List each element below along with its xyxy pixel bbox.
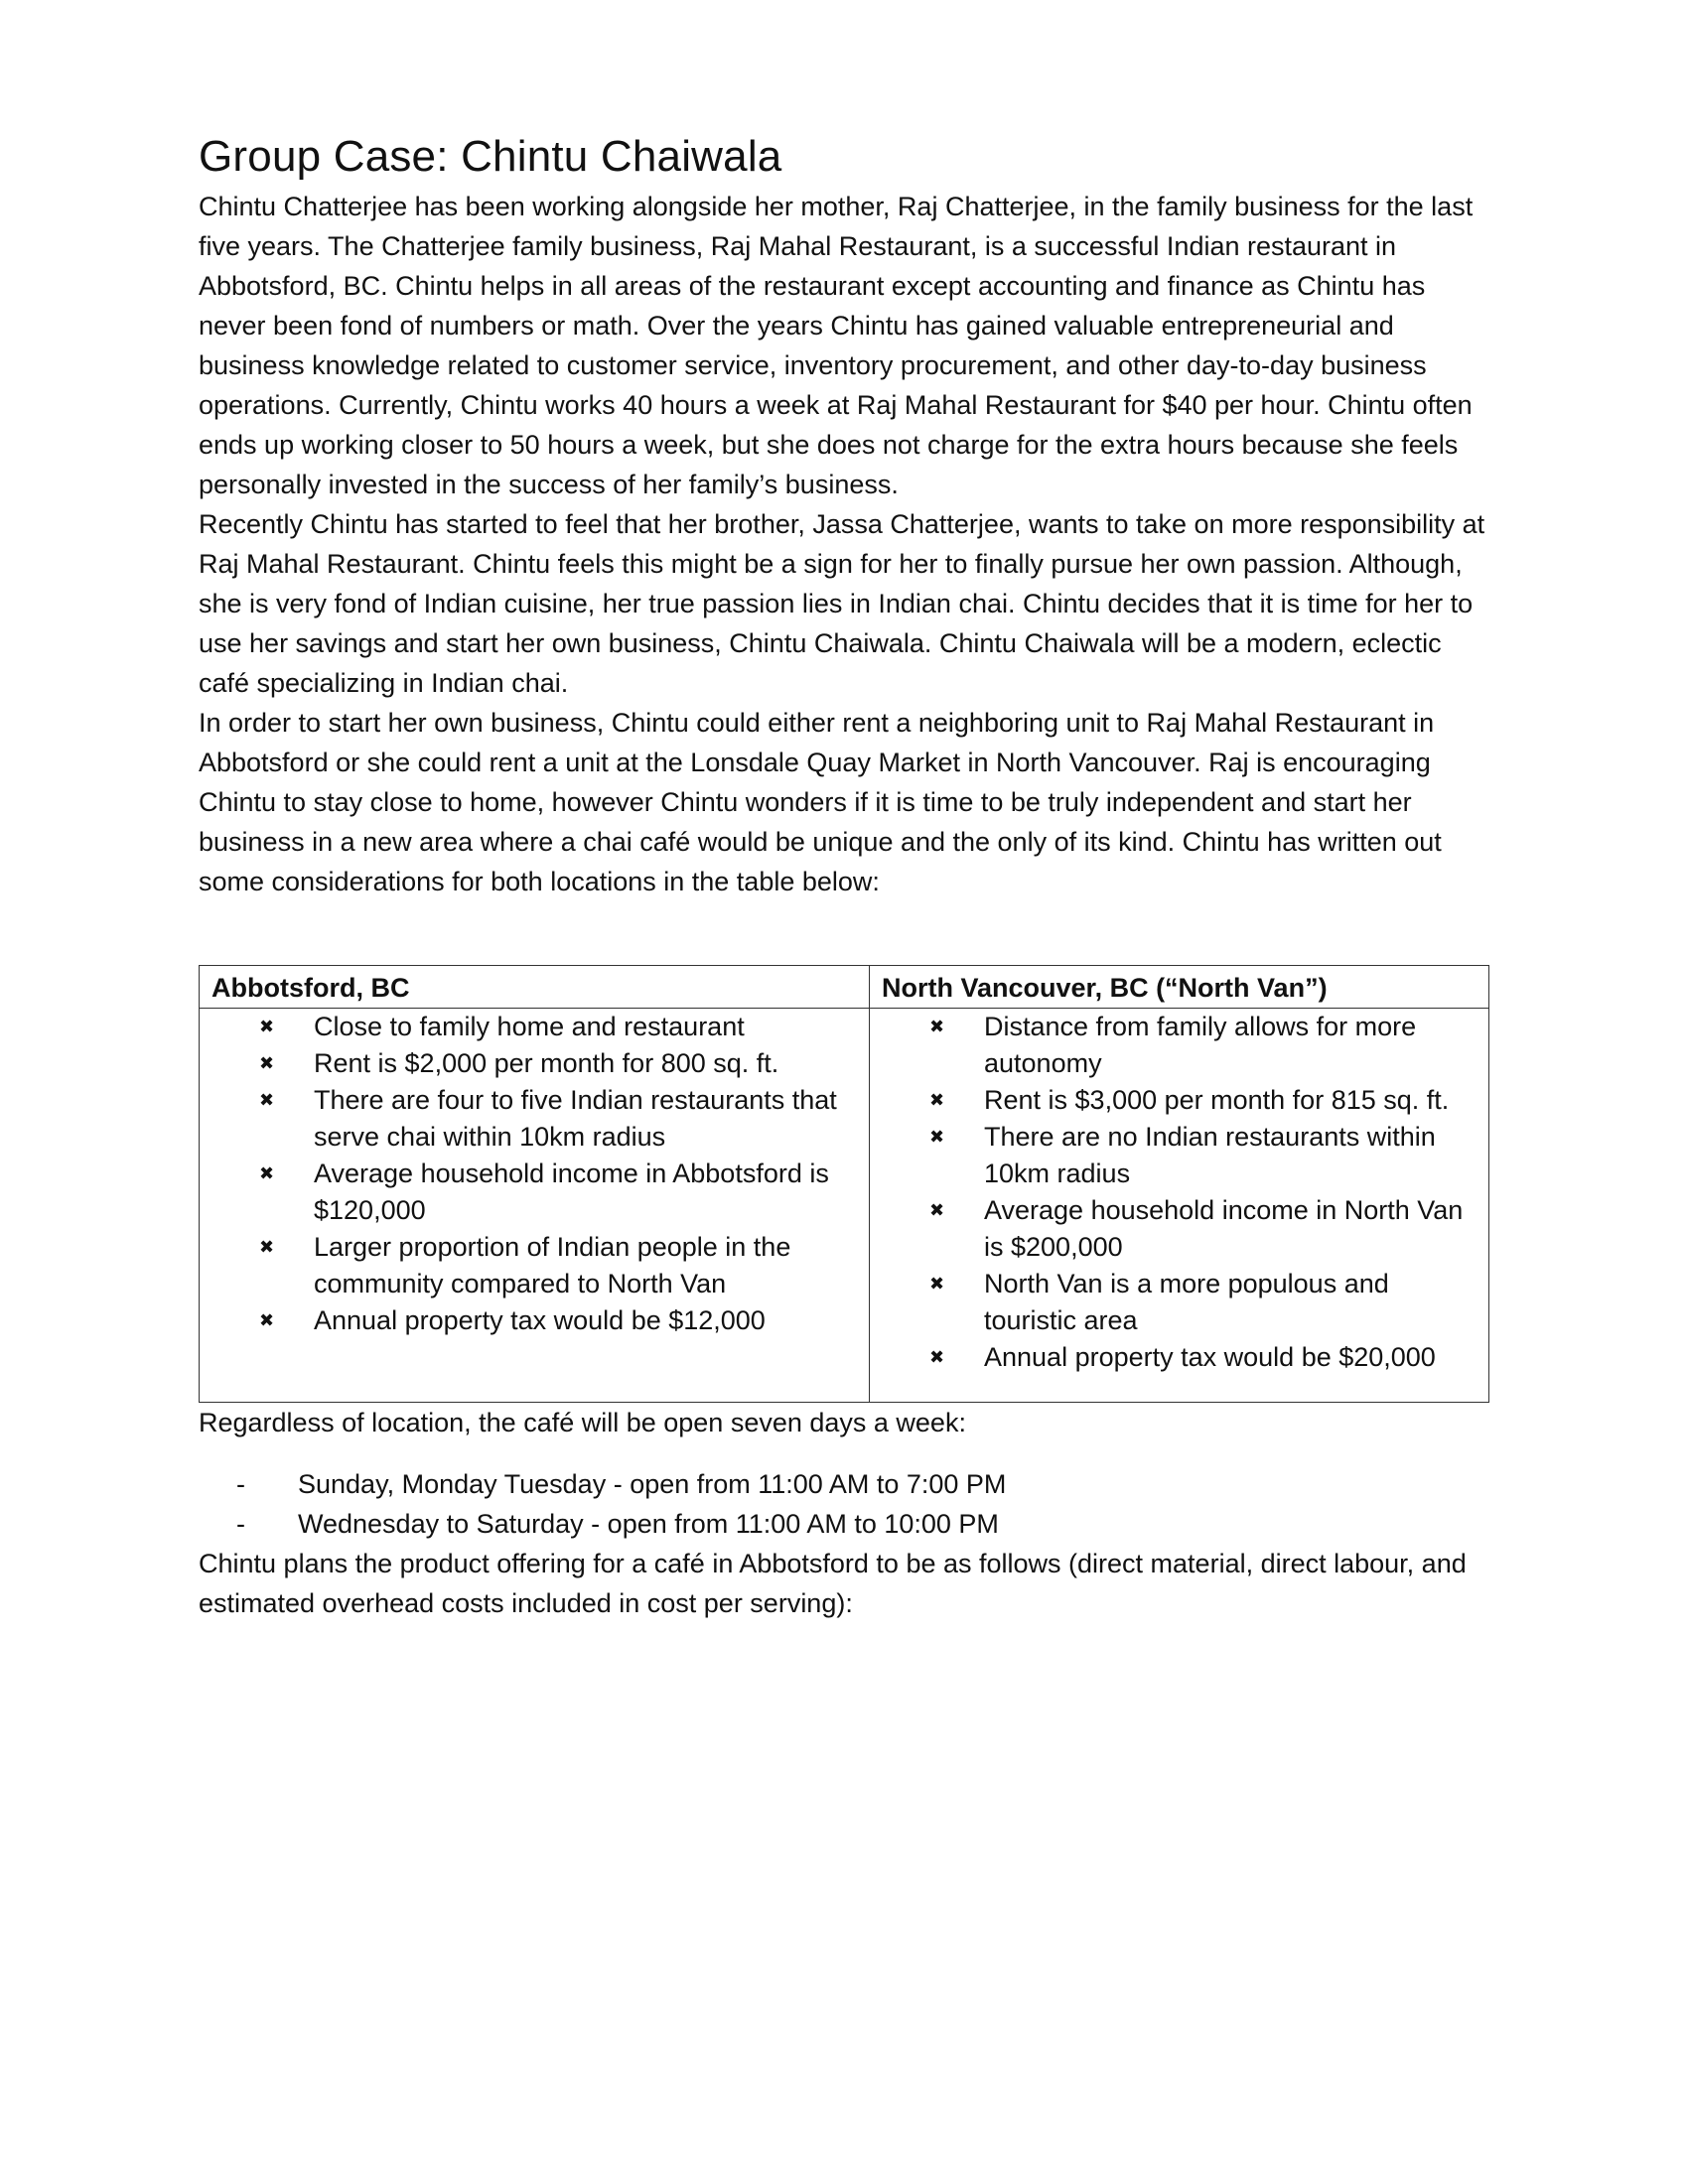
list-item: ✖ There are four to five Indian restaurants that serve chai within 10km radius <box>259 1082 859 1156</box>
page-title: Group Case: Chintu Chaiwala <box>199 132 782 181</box>
x-mark-icon: ✖ <box>259 1310 275 1330</box>
opening-hours-list <box>199 1464 1499 1544</box>
list-item: ✖ Larger proportion of Indian people in the community compared to North Van <box>259 1229 859 1302</box>
passion-paragraph: Recently Chintu has started to feel that her brother, Jassa Chatterjee, wants to take on more responsibility at Raj Mahal Restaurant. Chintu feels this might be a sign for her to finally pursue her own passion. Although, she is very fond of Indian cuisine, her true passion lies in Indian chai. Chintu decides that it is time for her to use her savings and start her own business, Chintu Chaiwala. Chintu Chaiwala will be a modern, eclectic café specializing in Indian chai. <box>199 509 1485 698</box>
location-paragraph: In order to start her own business, Chintu could either rent a neighboring unit to Raj Mahal Restaurant in Abbotsford or she could rent a unit at the Lonsdale Quay Market in North Vancouver. Raj is encouraging Chintu to stay close to home, however Chintu wonders if it is time to be truly independent and start her business in a new area where a chai café would be unique and the only of its kind. Chintu has written out some considerations for both locations in the table below: <box>199 708 1442 896</box>
hours-intro-paragraph: Regardless of location, the café will be open seven days a week: <box>199 1408 966 1437</box>
x-mark-icon: ✖ <box>929 1200 945 1220</box>
list-item: - Sunday, Monday Tuesday - open from 11:00 AM to 7:00 PM <box>236 1464 1499 1504</box>
list-item: ✖ Rent is $2,000 per month for 800 sq. ft. <box>259 1045 859 1082</box>
x-mark-icon: ✖ <box>259 1163 275 1183</box>
list-item: - Wednesday to Saturday - open from 11:00 AM to 10:00 PM <box>236 1504 1499 1544</box>
x-mark-icon: ✖ <box>259 1237 275 1257</box>
list-item: ✖ North Van is a more populous and touristic area <box>929 1266 1478 1339</box>
x-mark-icon: ✖ <box>929 1017 945 1036</box>
list-item: ✖ Average household income in North Van is $200,000 <box>929 1192 1478 1266</box>
dash-marker: - <box>236 1509 245 1539</box>
list-item: ✖ Annual property tax would be $20,000 <box>929 1339 1478 1376</box>
intro-paragraph: Chintu Chatterjee has been working alongside her mother, Raj Chatterjee, in the family business for the last five years. The Chatterjee family business, Raj Mahal Restaurant, is a successful Indian restaurant in Abbotsford, BC. Chintu helps in all areas of the restaurant except accounting and finance as Chintu has never been fond of numbers or math. Over the years Chintu has gained valuable entrepreneurial and business knowledge related to customer service, inventory procurement, and other day-to-day business operations. Currently, Chintu works 40 hours a week at Raj Mahal Restaurant for $40 per hour. Chintu often ends up working closer to 50 hours a week, but she does not charge for the extra hours because she feels personally invested in the success of her family’s business. <box>199 192 1474 499</box>
x-mark-icon: ✖ <box>929 1274 945 1294</box>
list-item: ✖ Close to family home and restaurant <box>259 1009 859 1045</box>
x-mark-icon: ✖ <box>929 1347 945 1367</box>
list-item: ✖ Distance from family allows for more autonomy <box>929 1009 1478 1082</box>
location-comparison-table <box>199 965 1489 1403</box>
list-item: ✖ Annual property tax would be $12,000 <box>259 1302 859 1339</box>
north-van-cell <box>870 1009 1489 1403</box>
x-mark-icon: ✖ <box>929 1127 945 1147</box>
dash-marker: - <box>236 1469 245 1499</box>
x-mark-icon: ✖ <box>259 1053 275 1073</box>
north-van-list <box>870 1009 1478 1376</box>
product-offering-paragraph: Chintu plans the product offering for a café in Abbotsford to be as follows (direct material, direct labour, and estimated overhead costs included in cost per serving): <box>199 1549 1467 1618</box>
x-mark-icon: ✖ <box>259 1017 275 1036</box>
abbotsford-list <box>200 1009 859 1339</box>
list-item: ✖ Rent is $3,000 per month for 815 sq. ft. <box>929 1082 1478 1119</box>
x-mark-icon: ✖ <box>929 1090 945 1110</box>
abbotsford-cell <box>200 1009 870 1403</box>
north-van-header: North Vancouver, BC (“North Van”) <box>870 966 1489 1009</box>
abbotsford-header: Abbotsford, BC <box>200 966 870 1009</box>
x-mark-icon: ✖ <box>259 1090 275 1110</box>
list-item: ✖ There are no Indian restaurants within 10km radius <box>929 1119 1478 1192</box>
list-item: ✖ Average household income in Abbotsford is $120,000 <box>259 1156 859 1229</box>
